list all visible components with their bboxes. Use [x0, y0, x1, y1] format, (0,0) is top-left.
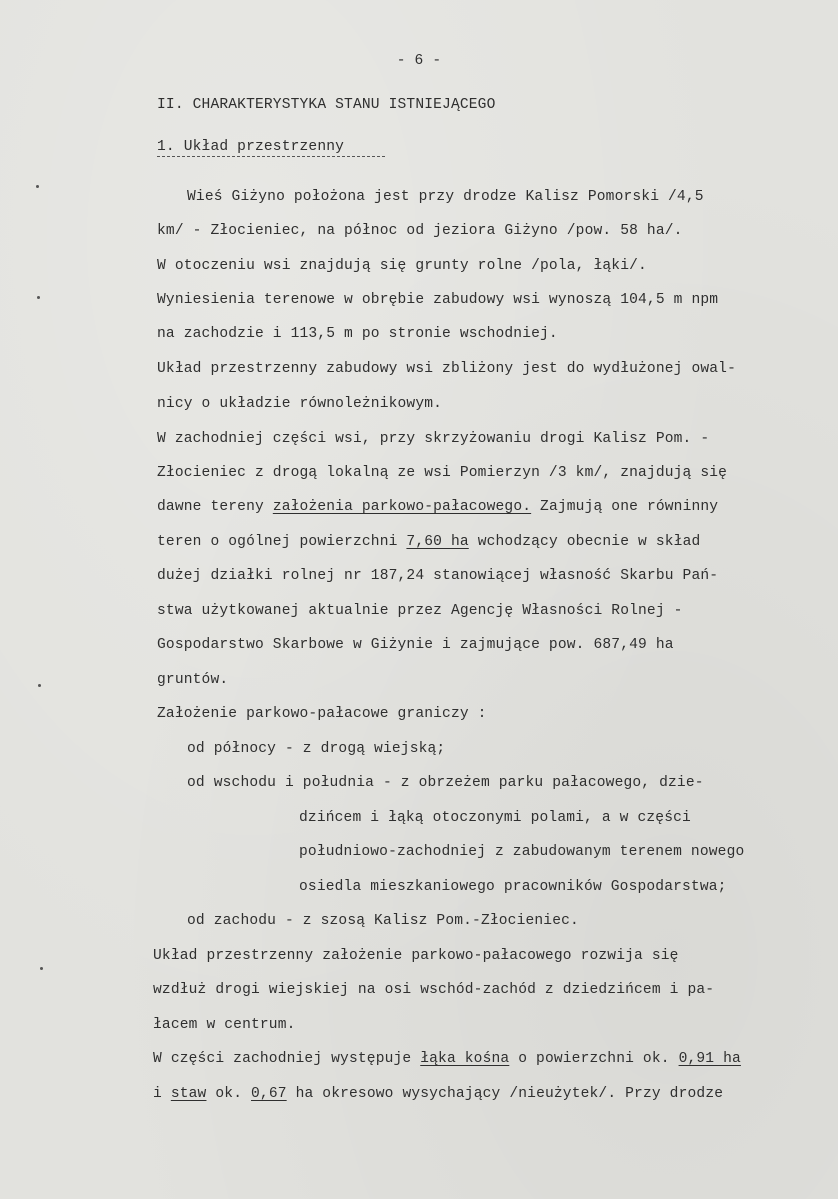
text-line-6: Układ przestrzenny zabudowy wsi zbliżony jest do wydłużonej owal- [157, 361, 736, 377]
text-line-3: W otoczeniu wsi znajdują się grunty rolne /pola, łąki/. [157, 258, 647, 274]
page-number: - 6 - [396, 53, 442, 69]
text-line-10 [157, 498, 718, 516]
text-segment: ha okresowo wysychający /nieużytek/. Przy drodze [286, 1086, 724, 1102]
underlined-term: łąka kośna [420, 1051, 510, 1067]
text-line-13: stwa użytkowanej aktualnie przez Agencję Własności Rolnej - [157, 603, 683, 619]
text-segment: o powierzchni ok. [509, 1051, 679, 1067]
underlined-term: staw [170, 1086, 207, 1102]
text-line-1: Wieś Giżyno położona jest przy drodze Kalisz Pomorski /4,5 [187, 189, 704, 205]
text-segment: ok. [206, 1086, 252, 1102]
underlined-area: 0,67 [251, 1086, 287, 1102]
text-line-11 [157, 533, 700, 551]
text-line-23: Układ przestrzenny założenie parkowo-pałacowego rozwija się [153, 948, 679, 964]
text-line-5: na zachodzie i 113,5 m po stronie wschodniej. [157, 326, 558, 342]
binding-hole-mark [37, 296, 40, 299]
text-line-14: Gospodarstwo Skarbowe w Giżynie i zajmujące pow. 687,49 ha [157, 637, 674, 653]
text-segment: dawne tereny [157, 499, 273, 515]
text-segment: Zajmują one równinny [531, 499, 719, 515]
text-line-20: południowo-zachodniej z zabudowanym terenem nowego [299, 844, 745, 860]
binding-hole-mark [36, 185, 39, 188]
text-line-27 [153, 1085, 723, 1103]
text-line-25: łacem w centrum. [153, 1017, 296, 1033]
underlined-area: 0,91 ha [678, 1051, 741, 1067]
text-line-26 [153, 1050, 741, 1068]
text-line-4: Wyniesienia terenowe w obrębie zabudowy wsi wynoszą 104,5 m npm [157, 292, 719, 308]
text-line-22: od zachodu - z szosą Kalisz Pom.-Złocieniec. [187, 913, 579, 929]
text-line-24: wzdłuż drogi wiejskiej na osi wschód-zachód z dziedzińcem i pa- [153, 982, 715, 998]
text-line-9: Złocieniec z drogą lokalną ze wsi Pomierzyn /3 km/, znajdują się [157, 465, 728, 481]
text-segment: wchodzący obecnie w skład [468, 534, 701, 550]
underlined-term: założenia parkowo-pałacowego. [272, 499, 532, 515]
text-segment: teren o ogólnej powierzchni [157, 534, 407, 550]
text-segment: i [153, 1086, 171, 1102]
underlined-area: 7,60 ha [406, 534, 469, 550]
text-line-17: od północy - z drogą wiejską; [187, 741, 446, 757]
binding-hole-mark [40, 967, 43, 970]
text-line-16: Założenie parkowo-pałacowe graniczy : [157, 706, 487, 722]
subsection-underline [157, 156, 385, 158]
text-line-21: osiedla mieszkaniowego pracowników Gospodarstwa; [299, 879, 727, 895]
text-line-18: od wschodu i południa - z obrzeżem parku pałacowego, dzie- [187, 775, 704, 791]
text-line-7: nicy o układzie równoleżnikowym. [157, 396, 443, 412]
text-segment: W części zachodniej występuje [153, 1051, 421, 1067]
text-line-19: dzińcem i łąką otoczonymi polami, a w części [299, 810, 691, 826]
text-line-12: dużej działki rolnej nr 187,24 stanowiącej własność Skarbu Pań- [157, 568, 719, 584]
subsection-heading: 1. Układ przestrzenny [157, 139, 345, 155]
text-line-8: W zachodniej części wsi, przy skrzyżowaniu drogi Kalisz Pom. - [157, 431, 710, 447]
binding-hole-mark [38, 684, 41, 687]
text-line-15: gruntów. [157, 672, 229, 688]
section-heading: II. CHARAKTERYSTYKA STANU ISTNIEJĄCEGO [157, 97, 496, 113]
text-line-2: km/ - Złocieniec, na północ od jeziora Giżyno /pow. 58 ha/. [157, 223, 683, 239]
